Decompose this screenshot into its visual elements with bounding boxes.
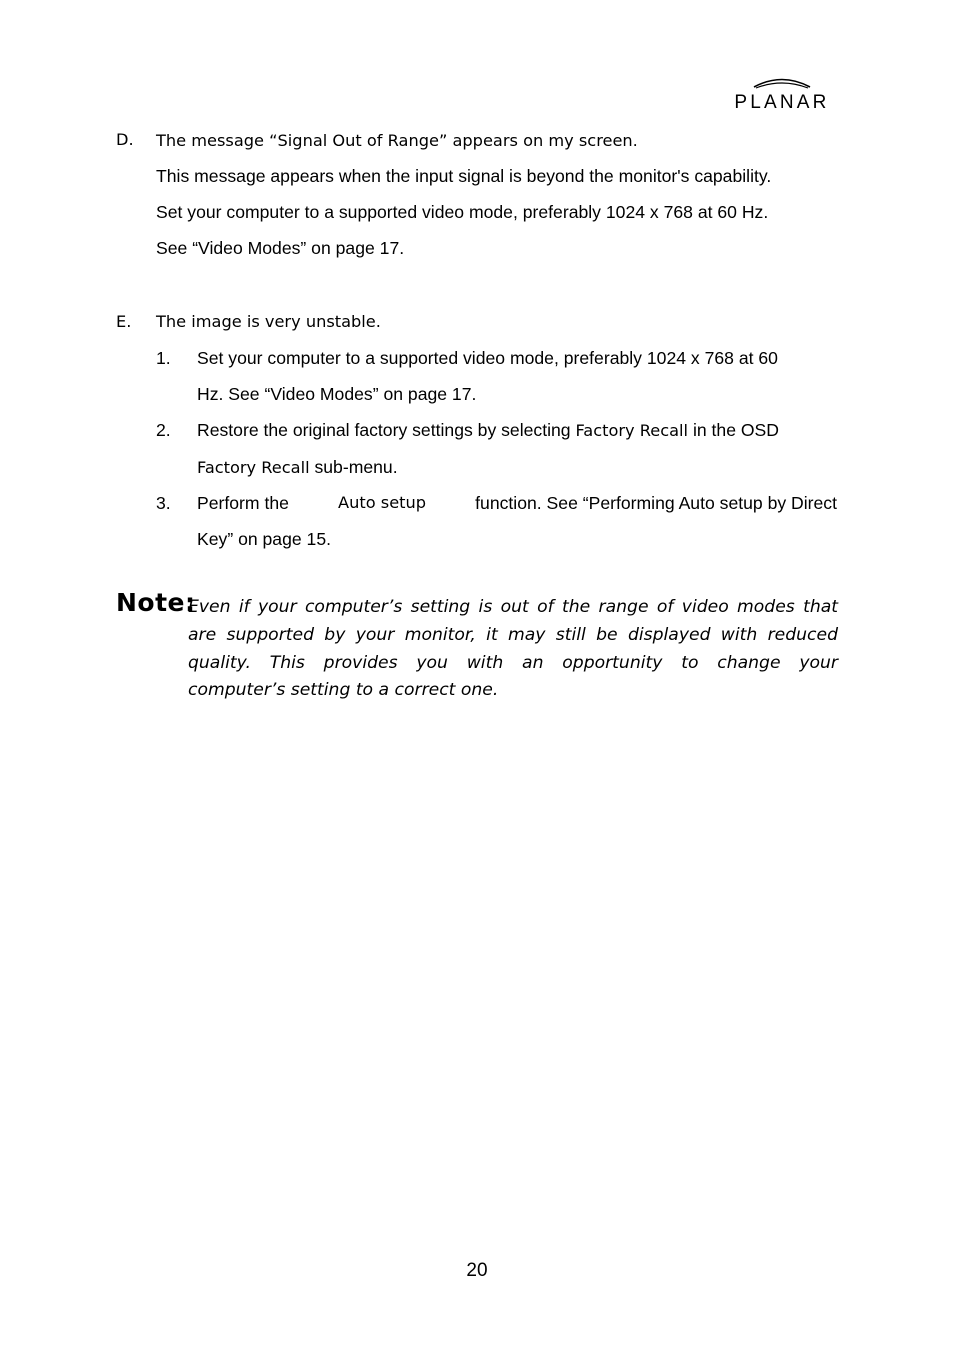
planar-logo (724, 76, 840, 116)
item-2-line-1-text-b: in the OSD (692, 420, 779, 440)
note-line-2: are supported by your monitor, it may still be displayed with reduced (188, 624, 838, 645)
item-1-number: 1. (156, 348, 171, 368)
section-d-marker: D. (116, 130, 134, 149)
note-line-4: computer’s setting to a correct one. (188, 680, 499, 701)
section-d-heading-suffix: . (632, 130, 638, 150)
item-3-line-1-text-a: Perform the (197, 493, 289, 513)
page-number: 20 (466, 1260, 488, 1281)
item-2-line-2-text: sub-menu. (314, 457, 398, 477)
item-2-number: 2. (156, 420, 171, 440)
note-label: Note: (116, 588, 196, 617)
section-d-line-3: See “Video Modes” on page 17. (156, 238, 405, 258)
planar-logo-text: PLANAR (734, 92, 830, 113)
item-2-line-1-text-a: Restore the original factory settings by selecting (197, 420, 571, 440)
section-d-heading-text: The message “Signal Out of Range” appears on my screen (156, 131, 633, 150)
section-d-line-2: Set your computer to a supported video mode, preferably 1024 x 768 at 60 Hz. (156, 202, 769, 222)
item-3-number: 3. (156, 493, 171, 513)
note-line-1: Even if your computer’s setting is out of the range of video modes that (188, 597, 838, 617)
item-3-line-2: Key” on page 15. (197, 529, 332, 549)
item-2-term-factory-recall: Factory Recall (575, 421, 689, 440)
item-3-line-1 (197, 485, 837, 521)
item-2-term-factory-recall-submenu: Factory Recall (197, 458, 310, 477)
section-d-line-1: This message appears when the input signal is beyond the monitor's capability. (156, 166, 772, 186)
section-e-heading: The image is very unstable. (156, 312, 381, 331)
item-1-line-1: Set your computer to a supported video mode, preferably 1024 x 768 at 60 (197, 348, 778, 368)
item-2-line-1 (197, 412, 779, 449)
item-2-line-2 (197, 449, 398, 486)
section-d-heading (156, 122, 638, 159)
item-1-line-2: Hz. See “Video Modes” on page 17. (197, 384, 477, 404)
note-line-3: quality. This provides you with an opportunity to change your (188, 652, 838, 673)
section-e-marker: E. (116, 312, 132, 331)
item-3-term-auto-setup: Auto setup (338, 493, 427, 512)
planar-logo-arc-icon (752, 76, 812, 90)
note-body (188, 594, 838, 705)
item-3-line-1-text-b: function. See “Performing Auto setup by Direct (475, 493, 837, 513)
